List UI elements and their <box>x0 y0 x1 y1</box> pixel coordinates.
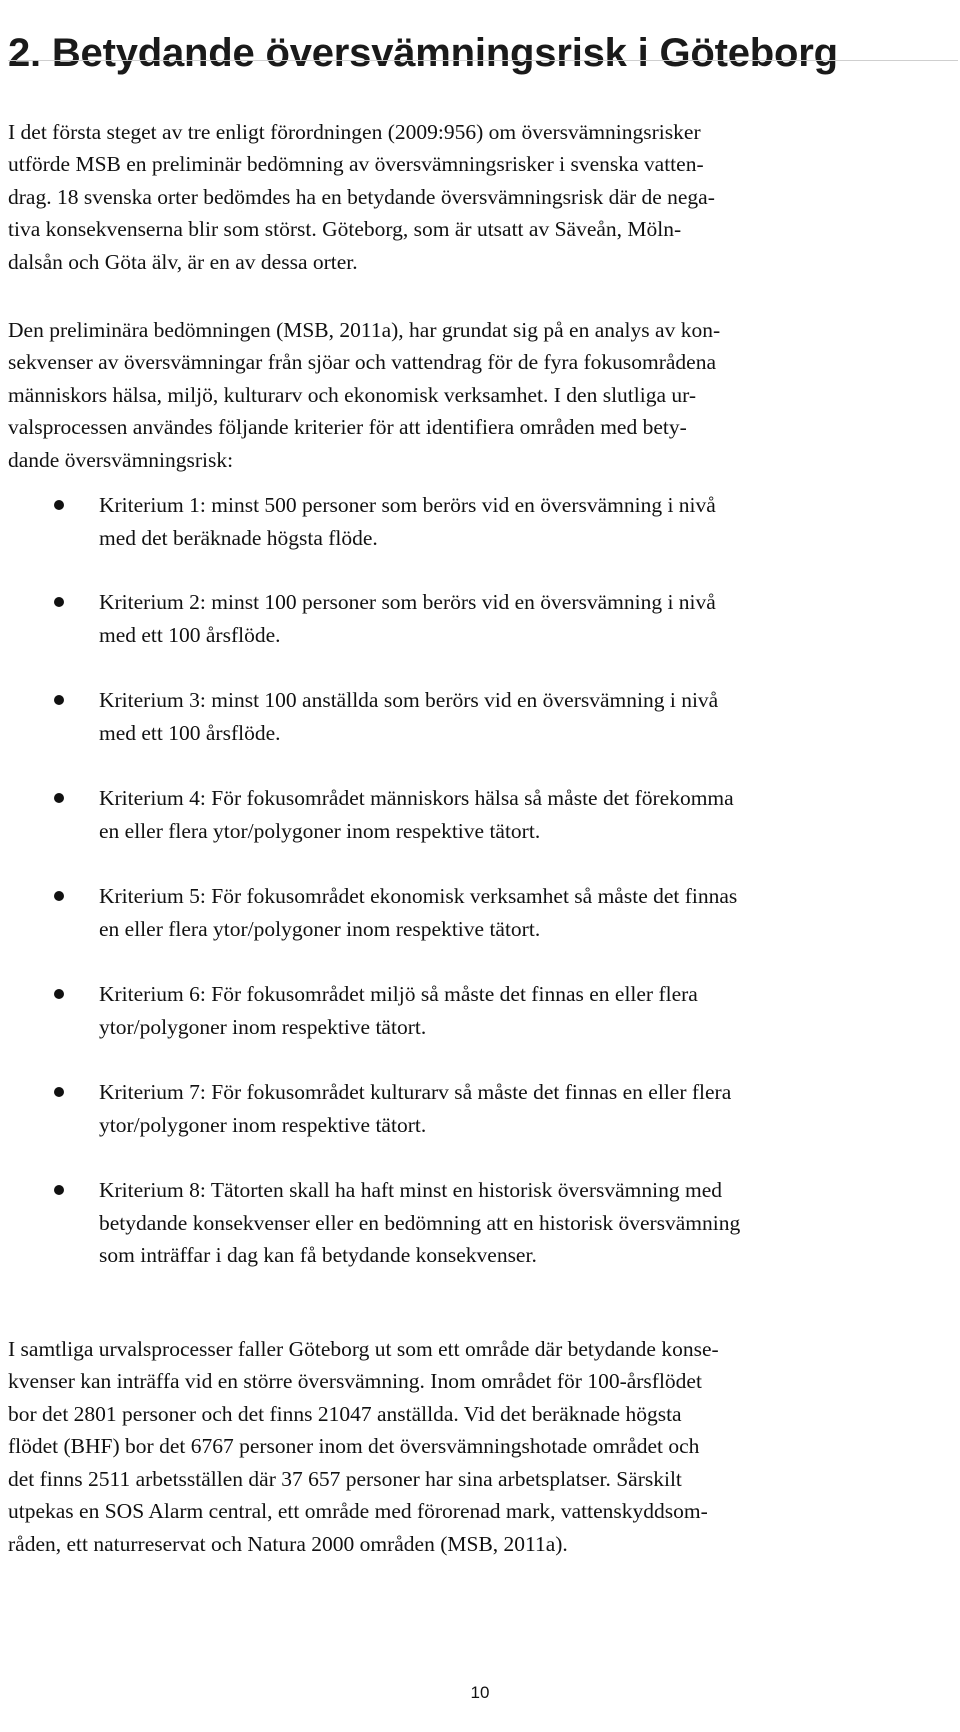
text-line: människors hälsa, miljö, kulturarv och ekonomisk verksamhet. I den slutliga ur- <box>8 382 697 407</box>
text-line: det finns 2511 arbetsställen där 37 657 personer har sina arbetsplatser. Särskilt <box>8 1466 682 1491</box>
text-line: Kriterium 2: minst 100 personer som berörs vid en översvämning i nivå <box>99 590 716 614</box>
text-line: Kriterium 7: För fokusområdet kulturarv så måste det finnas en eller flera <box>99 1080 732 1104</box>
text-line: ytor/polygoner inom respektive tätort. <box>99 1112 427 1137</box>
text-line: valsprocessen användes följande kriterier för att identifiera områden med bety- <box>8 415 687 439</box>
text-line: Kriterium 4: För fokusområdet människors hälsa så måste det förekomma <box>99 786 734 810</box>
text-line: Kriterium 1: minst 500 personer som berörs vid en översvämning i nivå <box>99 493 716 517</box>
text-line: tiva konsekvenserna blir som störst. Göteborg, som är utsatt av Säveån, Möln- <box>8 217 682 241</box>
text-line: utförde MSB en preliminär bedömning av översvämningsrisker i svenska vatten- <box>8 152 704 176</box>
text-line: sekvenser av översvämningar från sjöar och vattendrag för de fyra fokusområdena <box>8 350 717 374</box>
text-line: dande översvämningsrisk: <box>8 447 234 472</box>
criterion-text <box>99 880 949 945</box>
text-line: dalsån och Göta älv, är en av dessa orter. <box>8 249 358 274</box>
text-line: som inträffar i dag kan få betydande konsekvenser. <box>99 1243 537 1267</box>
text-line: en eller flera ytor/polygoner inom respektive tätort. <box>99 818 541 843</box>
bullet-icon <box>54 793 64 803</box>
text-line: Den preliminära bedömningen (MSB, 2011a), har grundat sig på en analys av kon- <box>8 317 721 342</box>
text-line: med det beräknade högsta flöde. <box>99 525 378 550</box>
section-heading: 2. Betydande översvämningsrisk i Göteborg <box>8 30 838 75</box>
text-line: Kriterium 3: minst 100 anställda som berörs vid en översvämning i nivå <box>99 688 719 712</box>
bullet-icon <box>54 891 64 901</box>
bullet-icon <box>54 597 64 607</box>
text-line: betydande konsekvenser eller en bedömning att en historisk översvämning <box>99 1210 741 1235</box>
criterion-text <box>99 1174 949 1272</box>
text-line: med ett 100 årsflöde. <box>99 720 281 745</box>
text-line: kvenser kan inträffa vid en större översvämning. Inom området för 100-årsflödet <box>8 1369 702 1393</box>
criterion-text <box>99 586 949 651</box>
bullet-icon <box>54 1185 64 1195</box>
page-number: 10 <box>470 1683 490 1702</box>
bullet-icon <box>54 500 64 510</box>
criterion-text <box>99 782 949 847</box>
text-line: Kriterium 6: För fokusområdet miljö så måste det finnas en eller flera <box>99 982 698 1006</box>
criterion-text <box>99 978 949 1043</box>
text-line: drag. 18 svenska orter bedömdes ha en betydande översvämningsrisk där de nega- <box>8 184 715 209</box>
bullet-icon <box>54 989 64 999</box>
text-line: med ett 100 årsflöde. <box>99 622 281 647</box>
bullet-icon <box>54 1087 64 1097</box>
text-line: Kriterium 5: För fokusområdet ekonomisk verksamhet så måste det finnas <box>99 884 738 908</box>
criterion-text <box>99 684 949 749</box>
text-line: utpekas en SOS Alarm central, ett område med förorenad mark, vattenskyddsom- <box>8 1499 708 1523</box>
text-line: en eller flera ytor/polygoner inom respektive tätort. <box>99 916 541 941</box>
bullet-icon <box>54 695 64 705</box>
text-line: I det första steget av tre enligt förordningen (2009:956) om översvämningsrisker <box>8 119 701 144</box>
text-line: råden, ett naturreservat och Natura 2000 områden (MSB, 2011a). <box>8 1531 568 1556</box>
conclusion-paragraph <box>8 1333 948 1561</box>
text-line: flödet (BHF) bor det 6767 personer inom det översvämningshotade området och <box>8 1434 700 1458</box>
text-line: ytor/polygoner inom respektive tätort. <box>99 1014 427 1039</box>
text-line: Kriterium 8: Tätorten skall ha haft minst en historisk översvämning med <box>99 1178 722 1202</box>
criterion-text <box>99 1076 949 1141</box>
criterion-text <box>99 489 949 554</box>
text-line: I samtliga urvalsprocesser faller Göteborg ut som ett område där betydande konse- <box>8 1336 719 1361</box>
text-line: bor det 2801 personer och det finns 21047 anställda. Vid det beräknade högsta <box>8 1401 682 1426</box>
